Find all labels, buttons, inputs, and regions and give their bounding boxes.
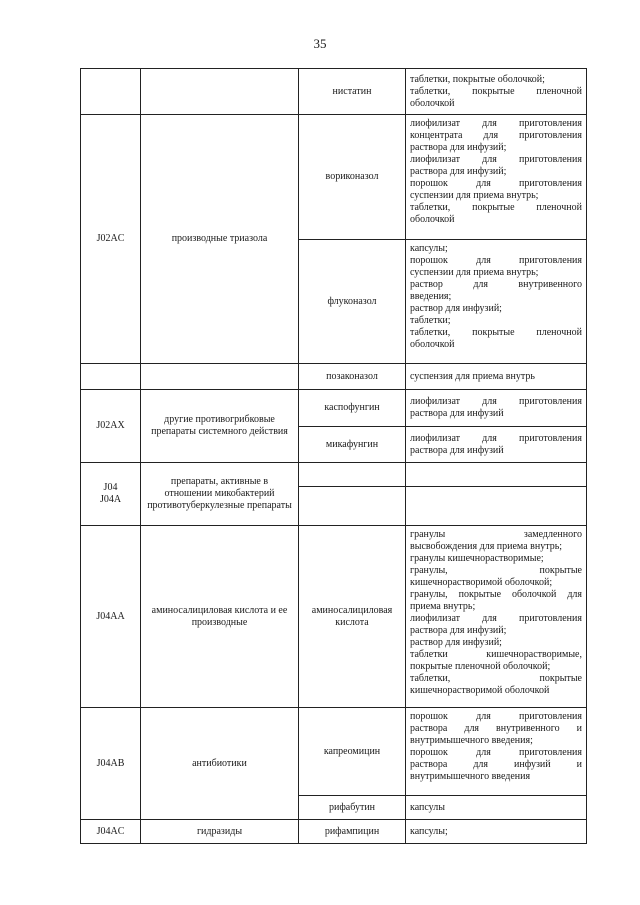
dosage-form-line: лиофилизат для приготовления	[410, 118, 582, 129]
table-row	[81, 69, 587, 115]
dosage-form-line: приема внутрь;	[410, 601, 476, 612]
dosage-form-line: таблетки кишечнорастворимые,	[410, 649, 582, 660]
drug-name-cell: нистатин	[299, 69, 406, 115]
group-cell	[141, 463, 299, 526]
dosage-form-line: оболочкой	[410, 339, 455, 350]
dosage-form-line: раствор для инфузий;	[410, 637, 502, 648]
dosage-form-line: суспензия для приема внутрь	[410, 370, 535, 382]
group-cell: гидразиды	[141, 820, 299, 844]
atc-code-cell: J04AC	[81, 820, 141, 844]
dosage-forms-cell	[406, 427, 587, 463]
dosage-form-line: гранулы замедленного	[410, 529, 582, 540]
dosage-form-line: раствора для инфузий;	[410, 625, 507, 636]
dosage-forms-cell	[406, 463, 587, 487]
table-row	[81, 820, 587, 844]
dosage-form-line: лиофилизат для приготовления	[410, 432, 582, 444]
atc-code-cell	[81, 463, 141, 526]
drug-name-cell: флуконазол	[299, 240, 406, 364]
dosage-form-line: таблетки, покрытые	[410, 673, 582, 684]
drug-name-cell: позаконазол	[299, 364, 406, 390]
drug-name-cell: каспофунгин	[299, 390, 406, 427]
drug-name-cell: рифабутин	[299, 796, 406, 820]
dosage-form-line: капсулы	[410, 801, 445, 813]
dosage-form-line: суспензии для приема внутрь;	[410, 267, 539, 278]
dosage-form-line: гранулы, покрытые оболочкой для	[410, 589, 582, 600]
dosage-form-line: порошок для приготовления	[410, 711, 582, 722]
table-row	[81, 463, 587, 487]
group-cell: аминосалициловая кислота и ее производные	[141, 526, 299, 708]
group-cell: производные триазола	[141, 115, 299, 364]
dosage-form-line: таблетки, покрытые пленочной	[410, 327, 582, 338]
group-cell: антибиотики	[141, 708, 299, 820]
dosage-forms-cell	[406, 708, 587, 796]
dosage-form-line: оболочкой	[410, 214, 455, 225]
dosage-form-line: кишечнорастворимой оболочкой;	[410, 577, 553, 588]
dosage-form-line: раствора для внутривенного и	[410, 723, 582, 734]
dosage-forms-cell	[406, 796, 587, 820]
drug-name-cell: рифампицин	[299, 820, 406, 844]
atc-code-cell: J04AB	[81, 708, 141, 820]
dosage-form-line: порошок для приготовления	[410, 255, 582, 266]
dosage-form-line: раствора для инфузий и	[410, 759, 582, 770]
dosage-form-line: раствор для инфузий;	[410, 303, 502, 314]
group-line: препараты, активные в отношении микобактерий	[164, 476, 275, 499]
dosage-form-line: раствора для инфузий	[410, 408, 504, 419]
dosage-form-line: таблетки, покрытые оболочкой;	[410, 73, 545, 85]
group-cell	[141, 364, 299, 390]
atc-code-cell: J02AX	[81, 390, 141, 463]
dosage-form-line: оболочкой	[410, 97, 455, 109]
dosage-form-line: капсулы;	[410, 825, 448, 837]
dosage-form-line: суспензии для приема внутрь;	[410, 190, 539, 201]
dosage-form-line: раствор для внутривенного	[410, 279, 582, 290]
table-row	[81, 708, 587, 796]
dosage-form-line: внутримышечного введения	[410, 771, 531, 782]
group-cell: другие противогрибковые препараты системного действия	[141, 390, 299, 463]
dosage-forms-cell	[406, 820, 587, 844]
dosage-forms-cell	[406, 487, 587, 526]
drug-name-cell	[299, 463, 406, 487]
dosage-form-line: лиофилизат для приготовления	[410, 613, 582, 624]
atc-code-cell: J04AA	[81, 526, 141, 708]
dosage-form-line: лиофилизат для приготовления	[410, 154, 582, 165]
dosage-form-line: концентрата для приготовления	[410, 130, 582, 141]
dosage-form-line: внутримышечного введения;	[410, 735, 533, 746]
dosage-form-line: гранулы, покрытые	[410, 565, 582, 576]
dosage-form-line: кишечнорастворимой оболочкой	[410, 685, 550, 696]
drug-name-cell: микафунгин	[299, 427, 406, 463]
atc-code-cell	[81, 364, 141, 390]
dosage-form-line: лиофилизат для приготовления	[410, 396, 582, 407]
atc-code-line: J04A	[99, 494, 122, 505]
table-row	[81, 115, 587, 240]
dosage-forms-cell	[406, 390, 587, 427]
dosage-form-line: раствора для инфузий	[410, 444, 504, 456]
dosage-form-line: капсулы;	[410, 243, 448, 254]
drug-name-cell: капреомицин	[299, 708, 406, 796]
drug-name-cell: аминосалициловая кислота	[299, 526, 406, 708]
dosage-form-line: покрытые пленочной оболочкой;	[410, 661, 551, 672]
group-cell	[141, 69, 299, 115]
dosage-forms-cell	[406, 526, 587, 708]
atc-code-cell	[81, 69, 141, 115]
dosage-form-line: таблетки, покрытые пленочной	[410, 85, 582, 97]
atc-code-line: J04	[103, 482, 118, 493]
dosage-form-line: раствора для инфузий;	[410, 166, 507, 177]
page-number: 35	[313, 36, 327, 51]
table-row	[81, 390, 587, 427]
dosage-form-line: высвобождения для приема внутрь;	[410, 541, 563, 552]
table-row	[81, 364, 587, 390]
dosage-form-line: таблетки;	[410, 315, 451, 326]
drug-table	[80, 68, 587, 844]
dosage-form-line: раствора для инфузий;	[410, 142, 507, 153]
table-row	[81, 526, 587, 708]
dosage-form-line: введения;	[410, 291, 452, 302]
dosage-forms-cell	[406, 240, 587, 364]
dosage-forms-cell	[406, 69, 587, 115]
atc-code-cell: J02AC	[81, 115, 141, 364]
dosage-form-line: гранулы кишечнорастворимые;	[410, 553, 544, 564]
dosage-form-line: порошок для приготовления	[410, 747, 582, 758]
group-line: противотуберкулезные препараты	[147, 500, 292, 511]
drug-name-cell	[299, 487, 406, 526]
drug-name-cell: вориконазол	[299, 115, 406, 240]
dosage-forms-cell	[406, 115, 587, 240]
dosage-form-line: таблетки, покрытые пленочной	[410, 202, 582, 213]
dosage-form-line: порошок для приготовления	[410, 178, 582, 189]
dosage-forms-cell	[406, 364, 587, 390]
